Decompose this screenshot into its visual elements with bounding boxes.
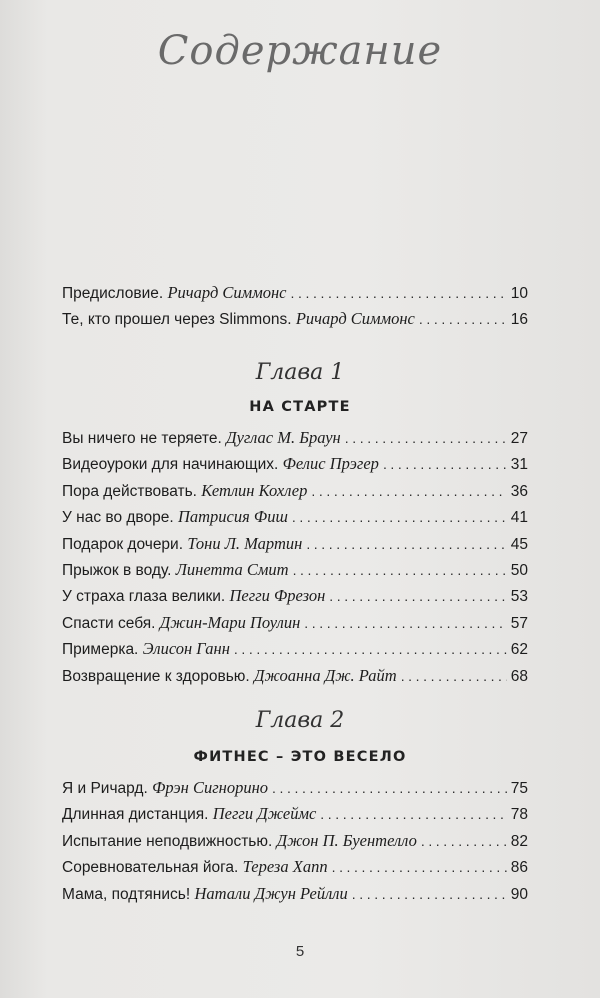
toc-entry — [62, 451, 528, 477]
toc-entry-title: Мама, подтянись! — [62, 885, 191, 903]
toc-entry-author: Ричард Симмонс — [167, 283, 287, 302]
dot-leader — [383, 451, 507, 477]
dot-leader — [329, 583, 506, 609]
toc-entry-page: 68 — [510, 667, 528, 685]
toc-entry-author: Тереза Хапп — [242, 857, 328, 877]
dot-leader — [345, 425, 507, 451]
toc-entry — [62, 583, 528, 609]
toc-entry-title: У нас во дворе. — [62, 509, 174, 527]
toc-entry-page: 53 — [510, 588, 528, 606]
toc-entry — [62, 828, 528, 854]
toc-entry-page: 82 — [510, 832, 528, 850]
toc-entry — [62, 854, 528, 880]
toc-entry-title: Соревновательная йога. — [62, 859, 239, 877]
chapter-2-list — [62, 775, 528, 907]
toc-entry-page: 90 — [510, 885, 528, 903]
toc-entry-page: 36 — [510, 482, 528, 500]
toc-entry-title: Подарок дочери. — [62, 535, 184, 553]
toc-entry — [62, 280, 528, 306]
toc-entry-page: 50 — [510, 561, 528, 579]
toc-entry-page: 45 — [510, 535, 528, 553]
chapter-2-subtitle: ФИТНЕС – ЭТО ВЕСЕЛО — [193, 749, 407, 765]
toc-entry-page: 62 — [510, 641, 528, 659]
toc-entry-title: Спасти себя. — [62, 614, 156, 632]
toc-entry-page: 86 — [510, 859, 528, 877]
toc-entry — [62, 636, 528, 662]
dot-leader — [304, 610, 506, 636]
toc-entry-title: Предисловие. — [62, 285, 164, 302]
toc-entry — [62, 881, 528, 907]
dot-leader — [293, 557, 507, 583]
dot-leader — [352, 881, 507, 907]
toc-entry-author: Пегги Фрезон — [229, 586, 326, 606]
toc-entry — [62, 531, 528, 557]
toc-entry-author: Патрисия Фиш — [177, 507, 288, 527]
toc-entry-title: Я и Ричард. — [62, 780, 148, 797]
toc-entry-page: 57 — [510, 614, 528, 632]
toc-entry-title: Испытание неподвижностью. — [62, 832, 273, 850]
toc-entry — [62, 504, 528, 530]
toc-entry-title: Прыжок в воду. — [62, 561, 172, 579]
front-matter-list — [62, 280, 528, 333]
toc-entry-page: 27 — [510, 430, 528, 447]
dot-leader — [234, 636, 507, 662]
dot-leader — [421, 828, 507, 854]
toc-entry-author: Тони Л. Мартин — [187, 533, 303, 553]
dot-leader — [332, 854, 507, 880]
toc-entry — [62, 557, 528, 583]
toc-entry-author: Пегги Джеймс — [212, 804, 317, 824]
toc-entry-author: Линетта Смит — [175, 559, 289, 579]
toc-entry-page: 10 — [510, 285, 528, 302]
toc-entry-author: Джоанна Дж. Райт — [254, 665, 397, 685]
dot-leader — [291, 280, 507, 306]
toc-entry — [62, 801, 528, 827]
dot-leader — [272, 775, 507, 801]
toc-entry-page: 31 — [510, 456, 528, 474]
toc-entry-title: Видеоуроки для начинающих. — [62, 456, 279, 474]
toc-entry-page: 41 — [510, 509, 528, 527]
toc-entry-author: Элисон Ганн — [142, 639, 230, 659]
toc-entry — [62, 306, 528, 332]
chapter-1-subtitle: НА СТАРТЕ — [249, 399, 351, 415]
dot-leader — [292, 504, 507, 530]
toc-entry — [62, 663, 528, 689]
toc-entry-title: У страха глаза велики. — [62, 588, 226, 606]
toc-entry-title: Длинная дистанция. — [62, 806, 209, 824]
toc-entry-author: Джон П. Буентелло — [276, 830, 417, 850]
toc-entry — [62, 478, 528, 504]
chapter-1-heading: Глава 1 — [255, 360, 345, 385]
chapter-1-list — [62, 425, 528, 689]
toc-entry-page: 16 — [510, 311, 528, 329]
toc-entry-author: Натали Джун Рейлли — [194, 883, 348, 903]
dot-leader — [419, 306, 507, 332]
toc-entry — [62, 610, 528, 636]
toc-entry-title: Пора действовать. — [62, 482, 197, 500]
dot-leader — [306, 531, 506, 557]
toc-entry-title: Возвращение к здоровью. — [62, 667, 250, 685]
chapter-2-heading: Глава 2 — [255, 708, 345, 733]
toc-entry-page: 78 — [510, 806, 528, 824]
toc-entry — [62, 425, 528, 451]
dot-leader — [401, 663, 507, 689]
toc-entry-author: Кетлин Кохлер — [201, 480, 308, 500]
toc-entry-page: 75 — [510, 780, 528, 797]
toc-entry — [62, 775, 528, 801]
dot-leader — [320, 801, 506, 827]
toc-entry-author: Джин-Мари Поулин — [159, 612, 301, 632]
page-number: 5 — [295, 943, 305, 960]
toc-entry-author: Ричард Симмонс — [295, 309, 415, 329]
toc-entry-title: Примерка. — [62, 641, 139, 659]
page-title: Содержание — [157, 28, 443, 74]
toc-entry-title: Вы ничего не теряете. — [62, 430, 222, 447]
toc-entry-title: Те, кто прошел через Slimmons. — [62, 311, 292, 329]
dot-leader — [311, 478, 506, 504]
toc-entry-author: Фелис Прэгер — [282, 454, 379, 474]
toc-entry-author: Фрэн Сигнорино — [152, 778, 269, 797]
toc-entry-author: Дуглас М. Браун — [226, 428, 341, 447]
